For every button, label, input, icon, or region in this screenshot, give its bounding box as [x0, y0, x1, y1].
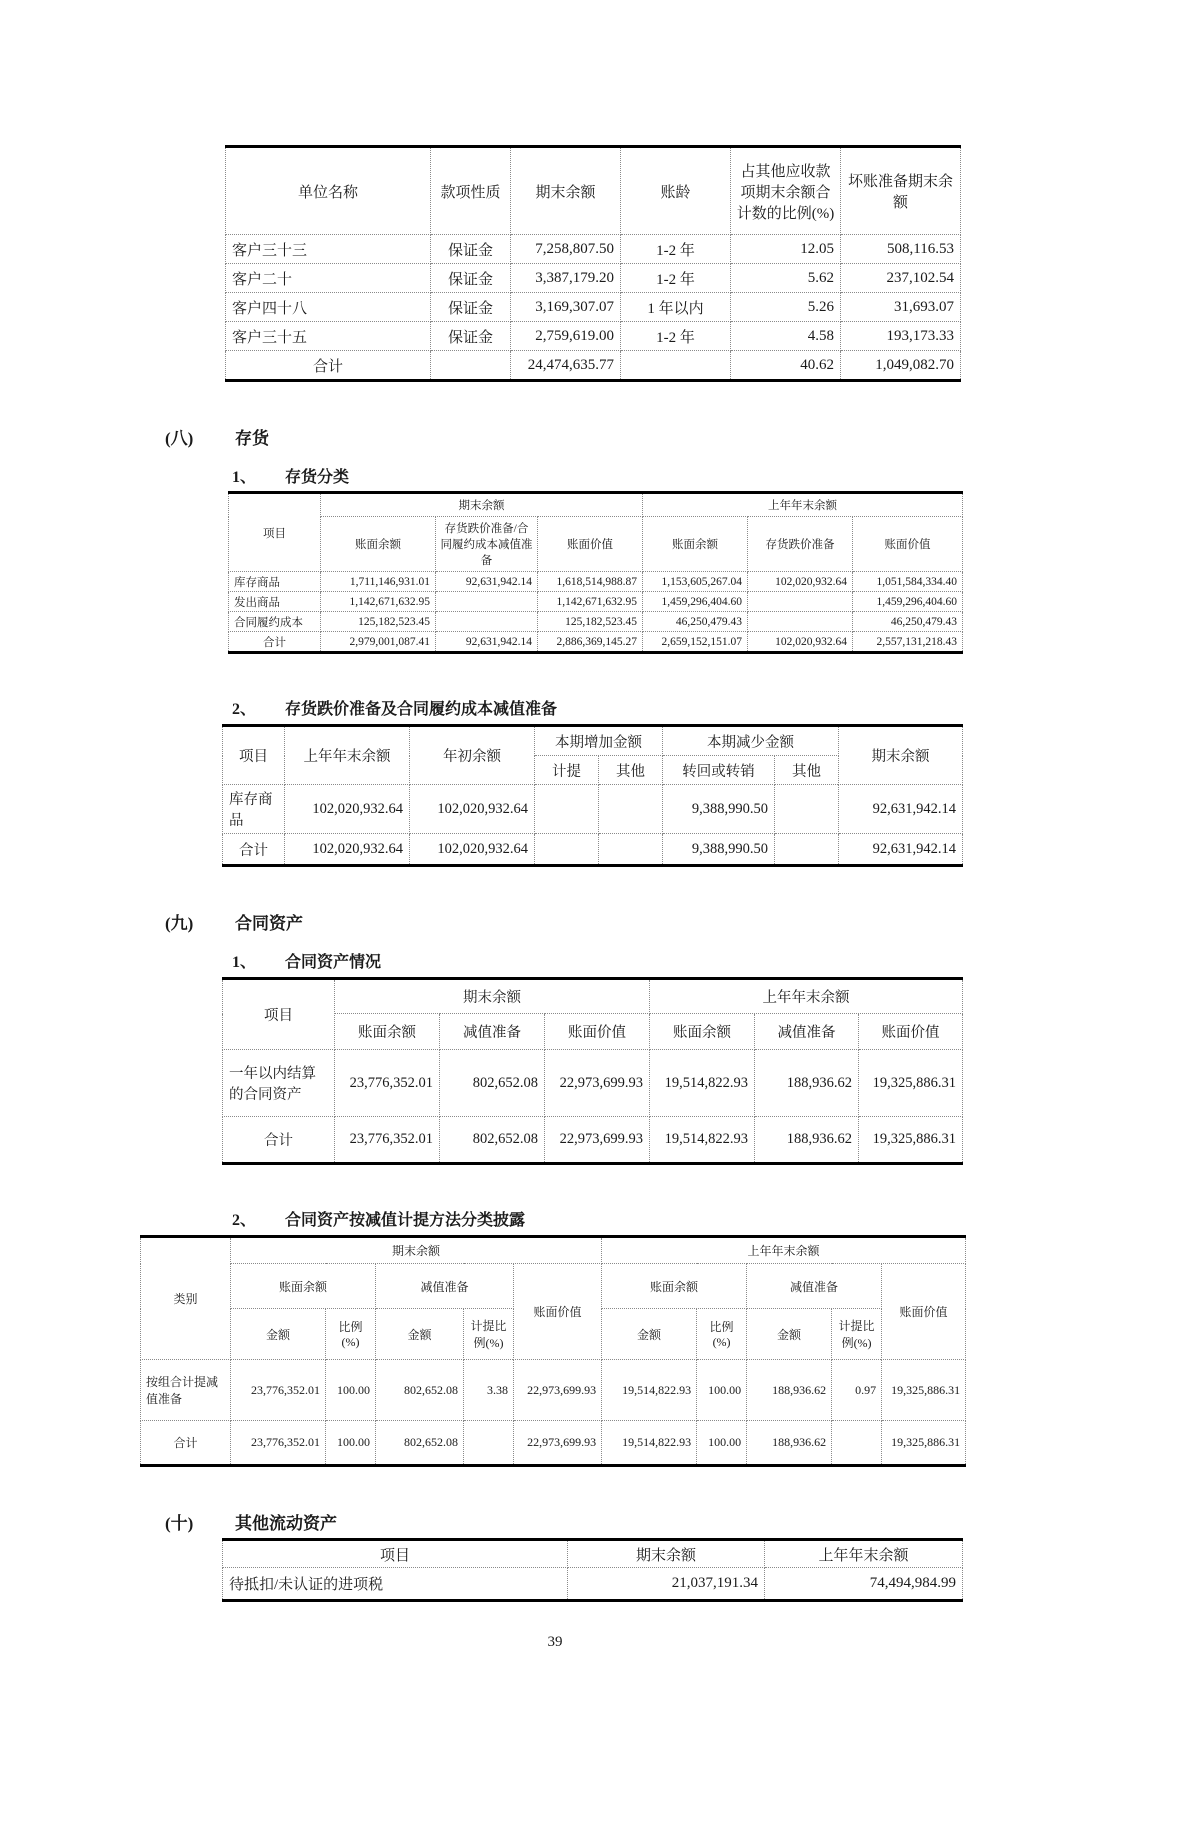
cell: 1,459,296,404.60 — [643, 592, 748, 612]
group-prev-year: 上年年末余额 — [643, 493, 963, 517]
report-page — [0, 145, 1200, 1842]
table-header-row — [229, 517, 963, 572]
section-8-sub-2-heading — [232, 696, 1200, 719]
cell: 74,494,984.99 — [765, 1568, 963, 1601]
col-prev-year: 上年年末余额 — [285, 726, 410, 785]
cell: 9,388,990.50 — [663, 785, 775, 834]
col-unit-name: 单位名称 — [226, 147, 431, 235]
section-8-sub-1-heading — [232, 464, 1200, 487]
col-book-balance: 账面余额 — [650, 1014, 755, 1050]
cell: 1,142,671,632.95 — [321, 592, 436, 612]
cell: 92,631,942.14 — [839, 785, 963, 834]
cell — [436, 612, 538, 632]
cell: 2,886,369,145.27 — [538, 632, 643, 653]
cell: 库存商品 — [223, 785, 285, 834]
cell: 客户二十 — [226, 264, 431, 293]
cell: 102,020,932.64 — [748, 632, 853, 653]
cell: 19,514,822.93 — [602, 1421, 697, 1466]
cell: 19,325,886.31 — [882, 1421, 966, 1466]
col-item: 项目 — [223, 979, 335, 1050]
cell: 802,652.08 — [440, 1117, 545, 1164]
cell: 22,973,699.93 — [514, 1360, 602, 1421]
cell: 1-2 年 — [621, 322, 731, 351]
cell: 19,514,822.93 — [650, 1050, 755, 1117]
other-current-assets-table — [222, 1538, 963, 1602]
col-amount: 金额 — [376, 1309, 464, 1360]
table-row — [229, 572, 963, 592]
cell — [748, 612, 853, 632]
col-accrual-ratio: 计提比例(%) — [464, 1309, 514, 1360]
cell: 保证金 — [431, 235, 511, 264]
col-accrual-ratio: 计提比例(%) — [832, 1309, 882, 1360]
cell: 客户四十八 — [226, 293, 431, 322]
cell: 1,459,296,404.60 — [853, 592, 963, 612]
cell: 802,652.08 — [376, 1421, 464, 1466]
col-prev-book-balance: 账面余额 — [643, 517, 748, 572]
cell: 23,776,352.01 — [335, 1050, 440, 1117]
cell: 合计 — [229, 632, 321, 653]
cell: 92,631,942.14 — [839, 834, 963, 866]
group-impairment: 减值准备 — [747, 1264, 882, 1309]
cell: 3,169,307.07 — [511, 293, 621, 322]
table-row — [229, 592, 963, 612]
cell: 待抵扣/未认证的进项税 — [223, 1568, 568, 1601]
cell: 22,973,699.93 — [514, 1421, 602, 1466]
group-prev-year: 上年年末余额 — [650, 979, 963, 1014]
cell: 2,759,619.00 — [511, 322, 621, 351]
col-ratio: 比例(%) — [697, 1309, 747, 1360]
col-ending: 期末余额 — [839, 726, 963, 785]
col-ratio: 比例(%) — [326, 1309, 376, 1360]
cell: 23,776,352.01 — [231, 1360, 326, 1421]
col-other: 其他 — [775, 756, 839, 785]
cell — [535, 785, 599, 834]
table-row — [226, 235, 961, 264]
sub-title: 合同资产情况 — [285, 954, 382, 971]
cell: 5.62 — [731, 264, 841, 293]
section-10-number: (十) — [165, 1514, 194, 1533]
section-10-heading — [165, 1509, 1200, 1534]
table-row — [223, 1568, 963, 1601]
col-book-balance: 账面余额 — [335, 1014, 440, 1050]
col-item: 项目 — [229, 493, 321, 572]
col-other: 其他 — [599, 756, 663, 785]
cell: 188,936.62 — [755, 1050, 859, 1117]
cell: 125,182,523.45 — [321, 612, 436, 632]
col-book-value: 账面价值 — [545, 1014, 650, 1050]
cell: 客户三十五 — [226, 322, 431, 351]
cell: 22,973,699.93 — [545, 1117, 650, 1164]
cell — [621, 351, 731, 381]
cell: 22,973,699.93 — [545, 1050, 650, 1117]
col-prev-impairment: 存货跌价准备 — [748, 517, 853, 572]
cell — [535, 834, 599, 866]
group-ending: 期末余额 — [335, 979, 650, 1014]
cell: 802,652.08 — [440, 1050, 545, 1117]
cell: 802,652.08 — [376, 1360, 464, 1421]
cell: 92,631,942.14 — [436, 632, 538, 653]
cell — [832, 1421, 882, 1466]
cell: 1 年以内 — [621, 293, 731, 322]
sub-number: 2、 — [232, 701, 257, 718]
cell: 库存商品 — [229, 572, 321, 592]
cell: 23,776,352.01 — [231, 1421, 326, 1466]
cell: 0.97 — [832, 1360, 882, 1421]
inventory-provision-table — [222, 724, 963, 867]
sub-number: 1、 — [232, 469, 257, 486]
cell: 合同履约成本 — [229, 612, 321, 632]
cell: 237,102.54 — [841, 264, 961, 293]
col-category: 类别 — [141, 1237, 231, 1360]
table-header-row — [223, 1540, 963, 1568]
cell: 1,142,671,632.95 — [538, 592, 643, 612]
cell — [775, 785, 839, 834]
cell: 1,618,514,988.87 — [538, 572, 643, 592]
table-row — [141, 1360, 966, 1421]
col-ending-balance: 期末余额 — [511, 147, 621, 235]
col-impairment: 存货跌价准备/合同履约成本减值准备 — [436, 517, 538, 572]
sub-title: 存货跌价准备及合同履约成本减值准备 — [285, 701, 558, 718]
cell: 1-2 年 — [621, 264, 731, 293]
sub-number: 1、 — [232, 954, 257, 971]
cell: 3,387,179.20 — [511, 264, 621, 293]
table-header-row — [229, 493, 963, 517]
cell: 1-2 年 — [621, 235, 731, 264]
page-number: 39 — [547, 1634, 563, 1650]
contract-assets-table — [222, 977, 963, 1165]
cell: 发出商品 — [229, 592, 321, 612]
group-impairment: 减值准备 — [376, 1264, 514, 1309]
cell: 5.26 — [731, 293, 841, 322]
table-row — [226, 264, 961, 293]
cell: 100.00 — [326, 1360, 376, 1421]
other-receivables-table — [225, 145, 961, 382]
contract-assets-by-method-table — [140, 1235, 966, 1467]
table-row — [223, 1050, 963, 1117]
col-reverse: 转回或转销 — [663, 756, 775, 785]
col-aging: 账龄 — [621, 147, 731, 235]
table-header-row — [226, 147, 961, 235]
col-impairment: 减值准备 — [755, 1014, 859, 1050]
cell: 102,020,932.64 — [748, 572, 853, 592]
table-row — [223, 1117, 963, 1164]
sub-number: 2、 — [232, 1212, 257, 1229]
cell: 1,051,584,334.40 — [853, 572, 963, 592]
cell: 100.00 — [326, 1421, 376, 1466]
section-8-number: (八) — [165, 429, 194, 448]
col-year-begin: 年初余额 — [410, 726, 535, 785]
section-9-sub-1-heading — [232, 949, 1200, 972]
section-8-title: 存货 — [235, 429, 269, 448]
section-9-heading — [165, 909, 1200, 934]
cell: 合计 — [223, 834, 285, 866]
table-header-row — [223, 726, 963, 756]
cell: 188,936.62 — [747, 1360, 832, 1421]
table-row — [226, 322, 961, 351]
section-8-heading — [165, 424, 1200, 449]
cell: 1,711,146,931.01 — [321, 572, 436, 592]
section-9-title: 合同资产 — [235, 914, 303, 933]
col-ratio: 占其他应收款项期末余额合计数的比例(%) — [731, 147, 841, 235]
sub-title: 合同资产按减值计提方法分类披露 — [285, 1212, 526, 1229]
cell: 19,325,886.31 — [882, 1360, 966, 1421]
cell: 188,936.62 — [755, 1117, 859, 1164]
col-amount: 金额 — [602, 1309, 697, 1360]
table-row — [226, 351, 961, 381]
cell — [775, 834, 839, 866]
table-row — [229, 612, 963, 632]
col-book-value: 账面价值 — [514, 1264, 602, 1360]
cell: 102,020,932.64 — [285, 785, 410, 834]
cell: 12.05 — [731, 235, 841, 264]
col-book-balance: 账面余额 — [321, 517, 436, 572]
cell: 23,776,352.01 — [335, 1117, 440, 1164]
cell: 保证金 — [431, 264, 511, 293]
cell — [464, 1421, 514, 1466]
cell: 保证金 — [431, 322, 511, 351]
group-ending: 期末余额 — [321, 493, 643, 517]
sub-title: 存货分类 — [285, 469, 350, 486]
cell: 3.38 — [464, 1360, 514, 1421]
col-book-value: 账面价值 — [882, 1264, 966, 1360]
cell: 按组合计提减值准备 — [141, 1360, 231, 1421]
cell: 24,474,635.77 — [511, 351, 621, 381]
table-row — [229, 632, 963, 653]
cell: 40.62 — [731, 351, 841, 381]
cell: 102,020,932.64 — [285, 834, 410, 866]
table-header-row — [141, 1264, 966, 1309]
group-ending: 期末余额 — [231, 1237, 602, 1264]
col-prev-book-value: 账面价值 — [853, 517, 963, 572]
cell: 19,514,822.93 — [650, 1117, 755, 1164]
cell: 92,631,942.14 — [436, 572, 538, 592]
col-accrual: 计提 — [535, 756, 599, 785]
cell: 46,250,479.43 — [643, 612, 748, 632]
col-amount: 金额 — [231, 1309, 326, 1360]
table-header-row — [223, 979, 963, 1014]
group-decrease: 本期减少金额 — [663, 726, 839, 756]
col-prev-year: 上年年末余额 — [765, 1540, 963, 1568]
section-9-number: (九) — [165, 914, 194, 933]
cell: 4.58 — [731, 322, 841, 351]
cell: 102,020,932.64 — [410, 834, 535, 866]
cell: 2,557,131,218.43 — [853, 632, 963, 653]
table-row — [226, 293, 961, 322]
col-item: 项目 — [223, 1540, 568, 1568]
cell: 100.00 — [697, 1421, 747, 1466]
section-10-title: 其他流动资产 — [235, 1514, 337, 1533]
cell — [599, 834, 663, 866]
cell: 保证金 — [431, 293, 511, 322]
cell — [599, 785, 663, 834]
cell: 2,979,001,087.41 — [321, 632, 436, 653]
cell — [431, 351, 511, 381]
col-book-value: 账面价值 — [538, 517, 643, 572]
col-nature: 款项性质 — [431, 147, 511, 235]
cell: 193,173.33 — [841, 322, 961, 351]
cell: 19,514,822.93 — [602, 1360, 697, 1421]
cell: 客户三十三 — [226, 235, 431, 264]
cell — [748, 592, 853, 612]
table-row — [141, 1421, 966, 1466]
cell: 508,116.53 — [841, 235, 961, 264]
col-item: 项目 — [223, 726, 285, 785]
col-book-value: 账面价值 — [859, 1014, 963, 1050]
table-row — [223, 834, 963, 866]
cell — [436, 592, 538, 612]
cell: 合计 — [226, 351, 431, 381]
cell: 19,325,886.31 — [859, 1117, 963, 1164]
cell: 1,049,082.70 — [841, 351, 961, 381]
cell: 46,250,479.43 — [853, 612, 963, 632]
inventory-classification-table — [228, 491, 963, 654]
cell: 合计 — [141, 1421, 231, 1466]
cell: 合计 — [223, 1117, 335, 1164]
group-prev-year: 上年年末余额 — [602, 1237, 966, 1264]
cell: 一年以内结算的合同资产 — [223, 1050, 335, 1117]
cell: 2,659,152,151.07 — [643, 632, 748, 653]
cell: 188,936.62 — [747, 1421, 832, 1466]
group-book-balance: 账面余额 — [602, 1264, 747, 1309]
col-amount: 金额 — [747, 1309, 832, 1360]
col-ending: 期末余额 — [568, 1540, 765, 1568]
cell: 7,258,807.50 — [511, 235, 621, 264]
cell: 125,182,523.45 — [538, 612, 643, 632]
cell: 100.00 — [697, 1360, 747, 1421]
cell: 1,153,605,267.04 — [643, 572, 748, 592]
cell: 102,020,932.64 — [410, 785, 535, 834]
col-bad-debt: 坏账准备期末余额 — [841, 147, 961, 235]
table-row — [223, 785, 963, 834]
cell: 19,325,886.31 — [859, 1050, 963, 1117]
group-book-balance: 账面余额 — [231, 1264, 376, 1309]
section-9-sub-2-heading — [232, 1207, 1200, 1230]
table-header-row — [141, 1237, 966, 1264]
col-impairment: 减值准备 — [440, 1014, 545, 1050]
cell: 31,693.07 — [841, 293, 961, 322]
group-increase: 本期增加金额 — [535, 726, 663, 756]
cell: 9,388,990.50 — [663, 834, 775, 866]
cell: 21,037,191.34 — [568, 1568, 765, 1601]
